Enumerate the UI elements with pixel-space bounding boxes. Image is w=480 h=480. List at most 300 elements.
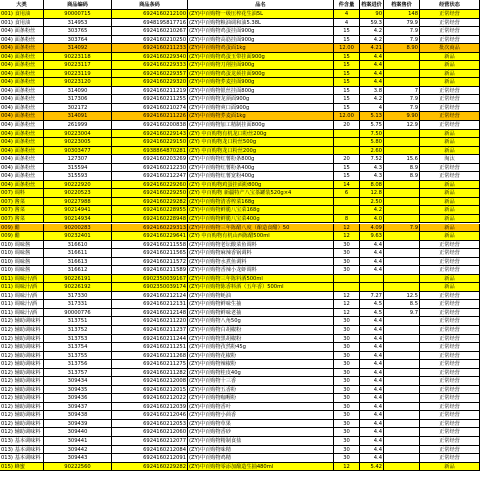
cell-product-name: (ZY)中百购物刀削挂面900g [188, 61, 334, 70]
cell-item-code: 90200283 [44, 224, 112, 233]
cell-status: 新品 [420, 147, 480, 156]
cell-item-code: 316612 [44, 266, 112, 275]
cell-status: 新品 [420, 78, 480, 87]
cell-item-code: 303764 [44, 36, 112, 45]
cell-status: 正常经营 [420, 258, 480, 267]
cell-status: 新品 [420, 224, 480, 233]
cell-barcode: 6924160229143 [112, 130, 188, 139]
cell-status: 正常经营 [420, 19, 480, 28]
cell-case-qty: 12.00 [334, 44, 360, 53]
cell-product-name: (ZY)中百购物鲜味生抽 [188, 300, 334, 309]
cell-cost-price: 4.4 [360, 369, 384, 378]
cell-status: 正常经营 [420, 386, 480, 395]
cell-case-qty [334, 147, 360, 156]
cell-status: 正常经营 [420, 87, 480, 96]
cell-product-name: (ZY)中百购物鲜脆八宝菜168g [188, 206, 334, 215]
cell-case-qty: 30 [334, 352, 360, 361]
table-row [0, 343, 480, 352]
cell-barcode: 6924160212124 [112, 292, 188, 301]
cell-category: 004) 面条粉丝 [0, 138, 44, 147]
table-row [0, 27, 480, 36]
cell-case-qty: 14 [334, 181, 360, 190]
cell-barcode: 6924160212077 [112, 437, 188, 446]
cell-status: 正常经营 [420, 335, 480, 344]
cell-retail-price [384, 283, 420, 292]
cell-product-name: (ZY)中百购物荞麦挂面900g [188, 78, 334, 87]
cell-product-name: (ZY)中百购物爽口面900g [188, 104, 334, 113]
cell-case-qty: 15 [334, 36, 360, 45]
header-barcode: 商品条码 [112, 0, 188, 10]
cell-case-qty: 12 [334, 292, 360, 301]
table-row [0, 138, 480, 147]
cell-item-code: 316610 [44, 241, 112, 250]
cell-barcode: 6924160211565 [112, 249, 188, 258]
table-row [0, 454, 480, 463]
cell-category: 011) 调味汁/酒 [0, 309, 44, 318]
cell-status: 正常经营 [420, 95, 480, 104]
cell-retail-price [384, 78, 420, 87]
cell-category: 013) 基本调味料 [0, 454, 44, 463]
cell-retail-price: 7 [384, 87, 420, 96]
cell-retail-price [384, 343, 420, 352]
cell-status: 正常经营 [420, 377, 480, 386]
cell-item-code: 309442 [44, 446, 112, 455]
cell-retail-price [384, 138, 420, 147]
cell-category: 004) 面条粉丝 [0, 130, 44, 139]
cell-case-qty: 30 [334, 386, 360, 395]
table-row [0, 224, 480, 233]
cell-status: 正常经营 [420, 36, 480, 45]
cell-item-code: 90214941 [44, 206, 112, 215]
table-row [0, 326, 480, 335]
cell-cost-price: 4 [360, 104, 384, 113]
table-row [0, 377, 480, 386]
cell-barcode: 6924160229357 [112, 70, 188, 79]
cell-category: 004) 面条粉丝 [0, 155, 44, 164]
cell-retail-price [384, 249, 420, 258]
cell-status: 正常经营 [420, 454, 480, 463]
table-row [0, 266, 480, 275]
cell-category: 004) 面条粉丝 [0, 181, 44, 190]
cell-barcode: 6924160212091 [112, 454, 188, 463]
cell-case-qty: 30 [334, 428, 360, 437]
cell-status: 正常经营 [420, 309, 480, 318]
cell-cost-price: 4.4 [360, 335, 384, 344]
cell-category: 004) 面条粉丝 [0, 61, 44, 70]
cell-category: 012) 辅助调味料 [0, 403, 44, 412]
cell-retail-price [384, 189, 420, 198]
cell-case-qty [334, 138, 360, 147]
cell-product-name: (ZY) 中百购物 新疆特产八宝茶罐装520g×4 [188, 189, 334, 198]
cell-retail-price: 8.9 [384, 172, 420, 181]
cell-cost-price: 4.2 [360, 95, 384, 104]
table-row [0, 172, 480, 181]
table-row [0, 36, 480, 45]
cell-retail-price [384, 369, 420, 378]
cell-category: 004) 面条粉丝 [0, 121, 44, 130]
cell-retail-price [384, 215, 420, 224]
cell-case-qty [334, 130, 360, 139]
cell-case-qty: 12 [334, 224, 360, 233]
cell-cost-price: 4.4 [360, 454, 384, 463]
cell-product-name: (ZY)中百购物清香榨菜168g [188, 198, 334, 207]
table-row [0, 198, 480, 207]
cell-retail-price: 7.9 [384, 224, 420, 233]
cell-barcode: 6924160229641 [112, 232, 188, 241]
table-row [0, 292, 480, 301]
cell-case-qty: 30 [334, 360, 360, 369]
cell-retail-price [384, 437, 420, 446]
cell-cost-price: 5.42 [360, 463, 384, 472]
cell-item-code: 90223119 [44, 70, 112, 79]
cell-status: 新品 [420, 130, 480, 139]
header-retail-price: 档案售价 [384, 0, 420, 10]
cell-barcode: 6924160211237 [112, 326, 188, 335]
cell-item-code: 313755 [44, 352, 112, 361]
cell-case-qty: 15 [334, 87, 360, 96]
cell-barcode: 6924160229282 [112, 198, 188, 207]
cell-case-qty: 30 [334, 394, 360, 403]
cell-barcode: 6902350039167 [112, 275, 188, 284]
cell-retail-price [384, 206, 420, 215]
cell-item-code: 90303477 [44, 147, 112, 156]
cell-category: 001) 食用油 [0, 10, 44, 19]
cell-cost-price: 12.8 [360, 189, 384, 198]
cell-status: 正常经营 [420, 343, 480, 352]
cell-retail-price: 12.5 [384, 292, 420, 301]
cell-status: 正常经营 [420, 446, 480, 455]
cell-retail-price: 79.9 [384, 19, 420, 28]
cell-category: 012) 辅助调味料 [0, 343, 44, 352]
cell-cost-price: 2.50 [360, 198, 384, 207]
cell-cost-price: 4.4 [360, 61, 384, 70]
cell-case-qty: 15 [334, 164, 360, 173]
cell-retail-price: 8.5 [384, 300, 420, 309]
cell-status: 新品 [420, 283, 480, 292]
cell-case-qty: 15 [334, 104, 360, 113]
table-row [0, 181, 480, 190]
table-row [0, 352, 480, 361]
cell-item-code: 309441 [44, 437, 112, 446]
cell-product-name: (ZY)中百购物咖喱粉 [188, 394, 334, 403]
cell-barcode: 6924160211275 [112, 360, 188, 369]
cell-barcode: 6924160211233 [112, 44, 188, 53]
cell-case-qty: 4 [334, 19, 360, 28]
table-row [0, 112, 480, 121]
table-row [0, 147, 480, 156]
cell-retail-price [384, 241, 420, 250]
cell-case-qty: 20 [334, 121, 360, 130]
cell-product-name: (ZY)中百购物鲜脆八宝菜400g [188, 215, 334, 224]
cell-cost-price: 4.4 [360, 403, 384, 412]
cell-case-qty: 15 [334, 70, 360, 79]
table-row [0, 258, 480, 267]
cell-cost-price: 4.2 [360, 206, 384, 215]
cell-case-qty: 15 [334, 53, 360, 62]
cell-product-name: (ZY)中百购物五香粉 [188, 386, 334, 395]
cell-retail-price: 15.6 [384, 155, 420, 164]
cell-item-code: 314091 [44, 112, 112, 121]
cell-product-name: (ZY)中百购物香砂 [188, 428, 334, 437]
cell-case-qty: 12 [334, 232, 360, 241]
cell-retail-price [384, 463, 420, 472]
cell-product-name: (ZY)中百购物麻辣香锅调料 [188, 249, 334, 258]
cell-case-qty: 30 [334, 241, 360, 250]
cell-cost-price: 4.4 [360, 249, 384, 258]
cell-item-code: 313754 [44, 343, 112, 352]
cell-case-qty: 30 [334, 403, 360, 412]
cell-product-name: (ZY)中百购物红薯粉条800g [188, 155, 334, 164]
cell-barcode: 6924160211255 [112, 95, 188, 104]
cell-product-name: (ZY)中百购物三年陈醋八度（酿造食醋）50 [188, 224, 334, 233]
cell-barcode: 6924160212084 [112, 446, 188, 455]
cell-category: 012) 辅助调味料 [0, 377, 44, 386]
cell-cost-price: 4.4 [360, 241, 384, 250]
cell-product-name: (ZY)中百购物花椒粉 [188, 352, 334, 361]
table-row [0, 335, 480, 344]
cell-category: 012) 辅助调味料 [0, 428, 44, 437]
table-row [0, 428, 480, 437]
cell-item-code: 90222560 [44, 463, 112, 472]
cell-case-qty: 30 [334, 326, 360, 335]
cell-retail-price [384, 428, 420, 437]
cell-status: 新品 [420, 70, 480, 79]
cell-retail-price: 7.9 [384, 27, 420, 36]
cell-case-qty: 15 [334, 95, 360, 104]
cell-cost-price: 4.4 [360, 446, 384, 455]
cell-retail-price: 7.9 [384, 104, 420, 113]
cell-case-qty: 30 [334, 369, 360, 378]
cell-cost-price: 4.3 [360, 164, 384, 173]
cell-cost-price: 4.5 [360, 300, 384, 309]
cell-retail-price [384, 335, 420, 344]
cell-product-name: (ZY)中百购物红薯宽粉400g [188, 172, 334, 181]
cell-status: 正常经营 [420, 369, 480, 378]
cell-barcode: 6924160211226 [112, 112, 188, 121]
cell-category: 011) 调味汁/酒 [0, 300, 44, 309]
cell-barcode: 6924160211219 [112, 87, 188, 96]
cell-retail-price [384, 454, 420, 463]
cell-status: 正常经营 [420, 10, 480, 19]
cell-item-code: 313757 [44, 369, 112, 378]
cell-category: 007) 酱菜 [0, 215, 44, 224]
cell-item-code: 317306 [44, 95, 112, 104]
cell-product-name: (ZY)中百购物草果 [188, 420, 334, 429]
cell-barcode: 6902350039174 [112, 283, 188, 292]
cell-retail-price [384, 317, 420, 326]
table-row [0, 104, 480, 113]
cell-category: 004) 面条粉丝 [0, 147, 44, 156]
cell-case-qty: 12 [334, 463, 360, 472]
cell-barcode: 6924160229333 [112, 61, 188, 70]
cell-cost-price: 4.4 [360, 326, 384, 335]
cell-category: 007) 酱菜 [0, 206, 44, 215]
cell-cost-price: 4.2 [360, 27, 384, 36]
cell-cost-price: 90 [360, 10, 384, 19]
cell-retail-price [384, 411, 420, 420]
table-row [0, 241, 480, 250]
cell-product-name: (ZY)中百购物银丝挂面800g [188, 87, 334, 96]
cell-retail-price [384, 266, 420, 275]
cell-category: 015) 蜂蜜 [0, 463, 44, 472]
cell-status: 正常经营 [420, 241, 480, 250]
cell-status: 新品 [420, 198, 480, 207]
cell-case-qty: 30 [334, 249, 360, 258]
cell-category: 010) 调味酱 [0, 249, 44, 258]
cell-item-code: 309434 [44, 377, 112, 386]
table-row [0, 300, 480, 309]
cell-case-qty: 12 [334, 300, 360, 309]
cell-product-name: (ZY)中百购物精制食盐 [188, 437, 334, 446]
cell-status: 正常经营 [420, 266, 480, 275]
cell-product-name: (ZY) 中百购物龙口粉丝200g [188, 147, 334, 156]
cell-case-qty: 12.00 [334, 112, 360, 121]
cell-category: 004) 面条粉丝 [0, 78, 44, 87]
cell-cost-price: 4.4 [360, 377, 384, 386]
cell-product-name: (ZY)中百购物龙须面900g [188, 95, 334, 104]
cell-product-name: (ZY)中百购物红薯粉条400g [188, 164, 334, 173]
cell-item-code: 90000715 [44, 10, 112, 19]
cell-cost-price: 4.4 [360, 420, 384, 429]
cell-barcode: 6924160228948 [112, 215, 188, 224]
cell-retail-price: 8.9 [384, 164, 420, 173]
cell-status: 正常经营 [420, 420, 480, 429]
cell-cost-price: 4.21 [360, 44, 384, 53]
table-row [0, 411, 480, 420]
cell-item-code: 316611 [44, 249, 112, 258]
cell-product-name: (ZY)中百购物水煮鱼调料 [188, 258, 334, 267]
cell-item-code: 302172 [44, 104, 112, 113]
cell-item-code: 309439 [44, 420, 112, 429]
table-row [0, 121, 480, 130]
cell-retail-price [384, 232, 420, 241]
cell-cost-price: 4.4 [360, 266, 384, 275]
cell-status: 正常经营 [420, 112, 480, 121]
cell-barcode: 6924160212008 [112, 377, 188, 386]
cell-retail-price [384, 258, 420, 267]
cell-retail-price [384, 130, 420, 139]
cell-item-code: 90223118 [44, 53, 112, 62]
cell-barcode: 6924160211244 [112, 335, 188, 344]
table-row [0, 403, 480, 412]
cell-case-qty: 30 [334, 266, 360, 275]
cell-item-code: 313756 [44, 360, 112, 369]
cell-product-name: (ZY)中百购物孜然粉45g [188, 343, 334, 352]
cell-item-code: 313752 [44, 326, 112, 335]
cell-item-code: 309443 [44, 454, 112, 463]
cell-product-name: (ZY)中百购物加工精制挂面800g [188, 121, 334, 130]
table-row [0, 44, 480, 53]
cell-category: 011) 调味汁/酒 [0, 283, 44, 292]
cell-barcode: 6924160211572 [112, 258, 188, 267]
cell-cost-price: 4.4 [360, 70, 384, 79]
cell-retail-price: 9.7 [384, 309, 420, 318]
cell-cost-price: 4.4 [360, 386, 384, 395]
table-row [0, 53, 480, 62]
cell-retail-price [384, 53, 420, 62]
table-row [0, 19, 480, 28]
cell-product-name: (ZY)中百购物粮油调和油5.38L [188, 19, 334, 28]
cell-barcode: 6938864870281 [112, 147, 188, 156]
table-row [0, 394, 480, 403]
cell-item-code: 315594 [44, 164, 112, 173]
cell-barcode: 6924160210250 [112, 36, 188, 45]
cell-case-qty: 6 [334, 189, 360, 198]
cell-barcode: 6924160229250 [112, 189, 188, 198]
cell-category: 012) 辅助调味料 [0, 335, 44, 344]
cell-product-name: (ZY)中百购物十三香 [188, 377, 334, 386]
cell-product-name: (ZY)中百购物荞麦面1kg [188, 112, 334, 121]
cell-product-name: (ZY)中百购物辣椒粉 [188, 360, 334, 369]
cell-barcode: 6924160229320 [112, 78, 188, 87]
cell-product-name: (ZY)中百购物味精 [188, 446, 334, 455]
cell-status: 新品 [420, 232, 480, 241]
table-row [0, 95, 480, 104]
cell-case-qty: 30 [334, 335, 360, 344]
cell-item-code: 309438 [44, 411, 112, 420]
cell-product-name: (ZY)中百购物一级压榨花生油5L [188, 10, 334, 19]
cell-case-qty: 30 [334, 343, 360, 352]
cell-product-name: (ZY)中百购物高筋挂面900g [188, 36, 334, 45]
cell-item-code: 309440 [44, 428, 112, 437]
cell-product-name: (ZY)中百购物鲜味老抽 [188, 309, 334, 318]
cell-status: 正常经营 [420, 164, 480, 173]
cell-retail-price [384, 360, 420, 369]
table-row [0, 10, 480, 19]
table-row [0, 283, 480, 292]
cell-barcode: 6924160210267 [112, 27, 188, 36]
table-row [0, 386, 480, 395]
cell-product-name: (ZY) 中百购物有机山西陈醋500ml [188, 232, 334, 241]
cell-case-qty [334, 206, 360, 215]
cell-category: 012) 辅助调味料 [0, 394, 44, 403]
cell-status: 新品 [420, 61, 480, 70]
cell-barcode: 6924160212148 [112, 309, 188, 318]
cell-product-name: (ZY) 中百购物有机龙口粉丝200g [188, 130, 334, 139]
cell-product-name: (ZY)中百购物小茴香 [188, 411, 334, 420]
cell-item-code: 127307 [44, 155, 112, 164]
cell-cost-price: 4.2 [360, 36, 384, 45]
cell-product-name: (ZY)中百购物香辣小龙虾调料 [188, 266, 334, 275]
cell-category: 013) 基本调味料 [0, 446, 44, 455]
cell-retail-price [384, 377, 420, 386]
cell-product-name: (ZY)中百购物鸡精 [188, 454, 334, 463]
cell-cost-price [360, 283, 384, 292]
cell-retail-price [384, 147, 420, 156]
cell-cost-price: 4.5 [360, 309, 384, 318]
cell-status: 新品 [420, 138, 480, 147]
cell-status: 正常经营 [420, 300, 480, 309]
cell-barcode: 6948195817716 [112, 19, 188, 28]
cell-status: 正常经营 [420, 394, 480, 403]
cell-barcode: 6924160211251 [112, 343, 188, 352]
cell-status: 正常经营 [420, 121, 480, 130]
cell-product-name: (ZY) 中百购物鸡蛋挂面粉800g [188, 181, 334, 190]
cell-category: 007) 酱菜 [0, 198, 44, 207]
table-row [0, 232, 480, 241]
cell-barcode: 6924160210274 [112, 104, 188, 113]
cell-barcode: 6924160211220 [112, 317, 188, 326]
cell-item-code: 314090 [44, 87, 112, 96]
cell-item-code: 90223004 [44, 130, 112, 139]
cell-cost-price: 4.4 [360, 360, 384, 369]
cell-cost-price: 4.4 [360, 352, 384, 361]
cell-status: 批次商品 [420, 44, 480, 53]
cell-barcode: 6924160211282 [112, 369, 188, 378]
table-row [0, 61, 480, 70]
cell-category: 004) 面条粉丝 [0, 172, 44, 181]
cell-item-code: 90226192 [44, 283, 112, 292]
